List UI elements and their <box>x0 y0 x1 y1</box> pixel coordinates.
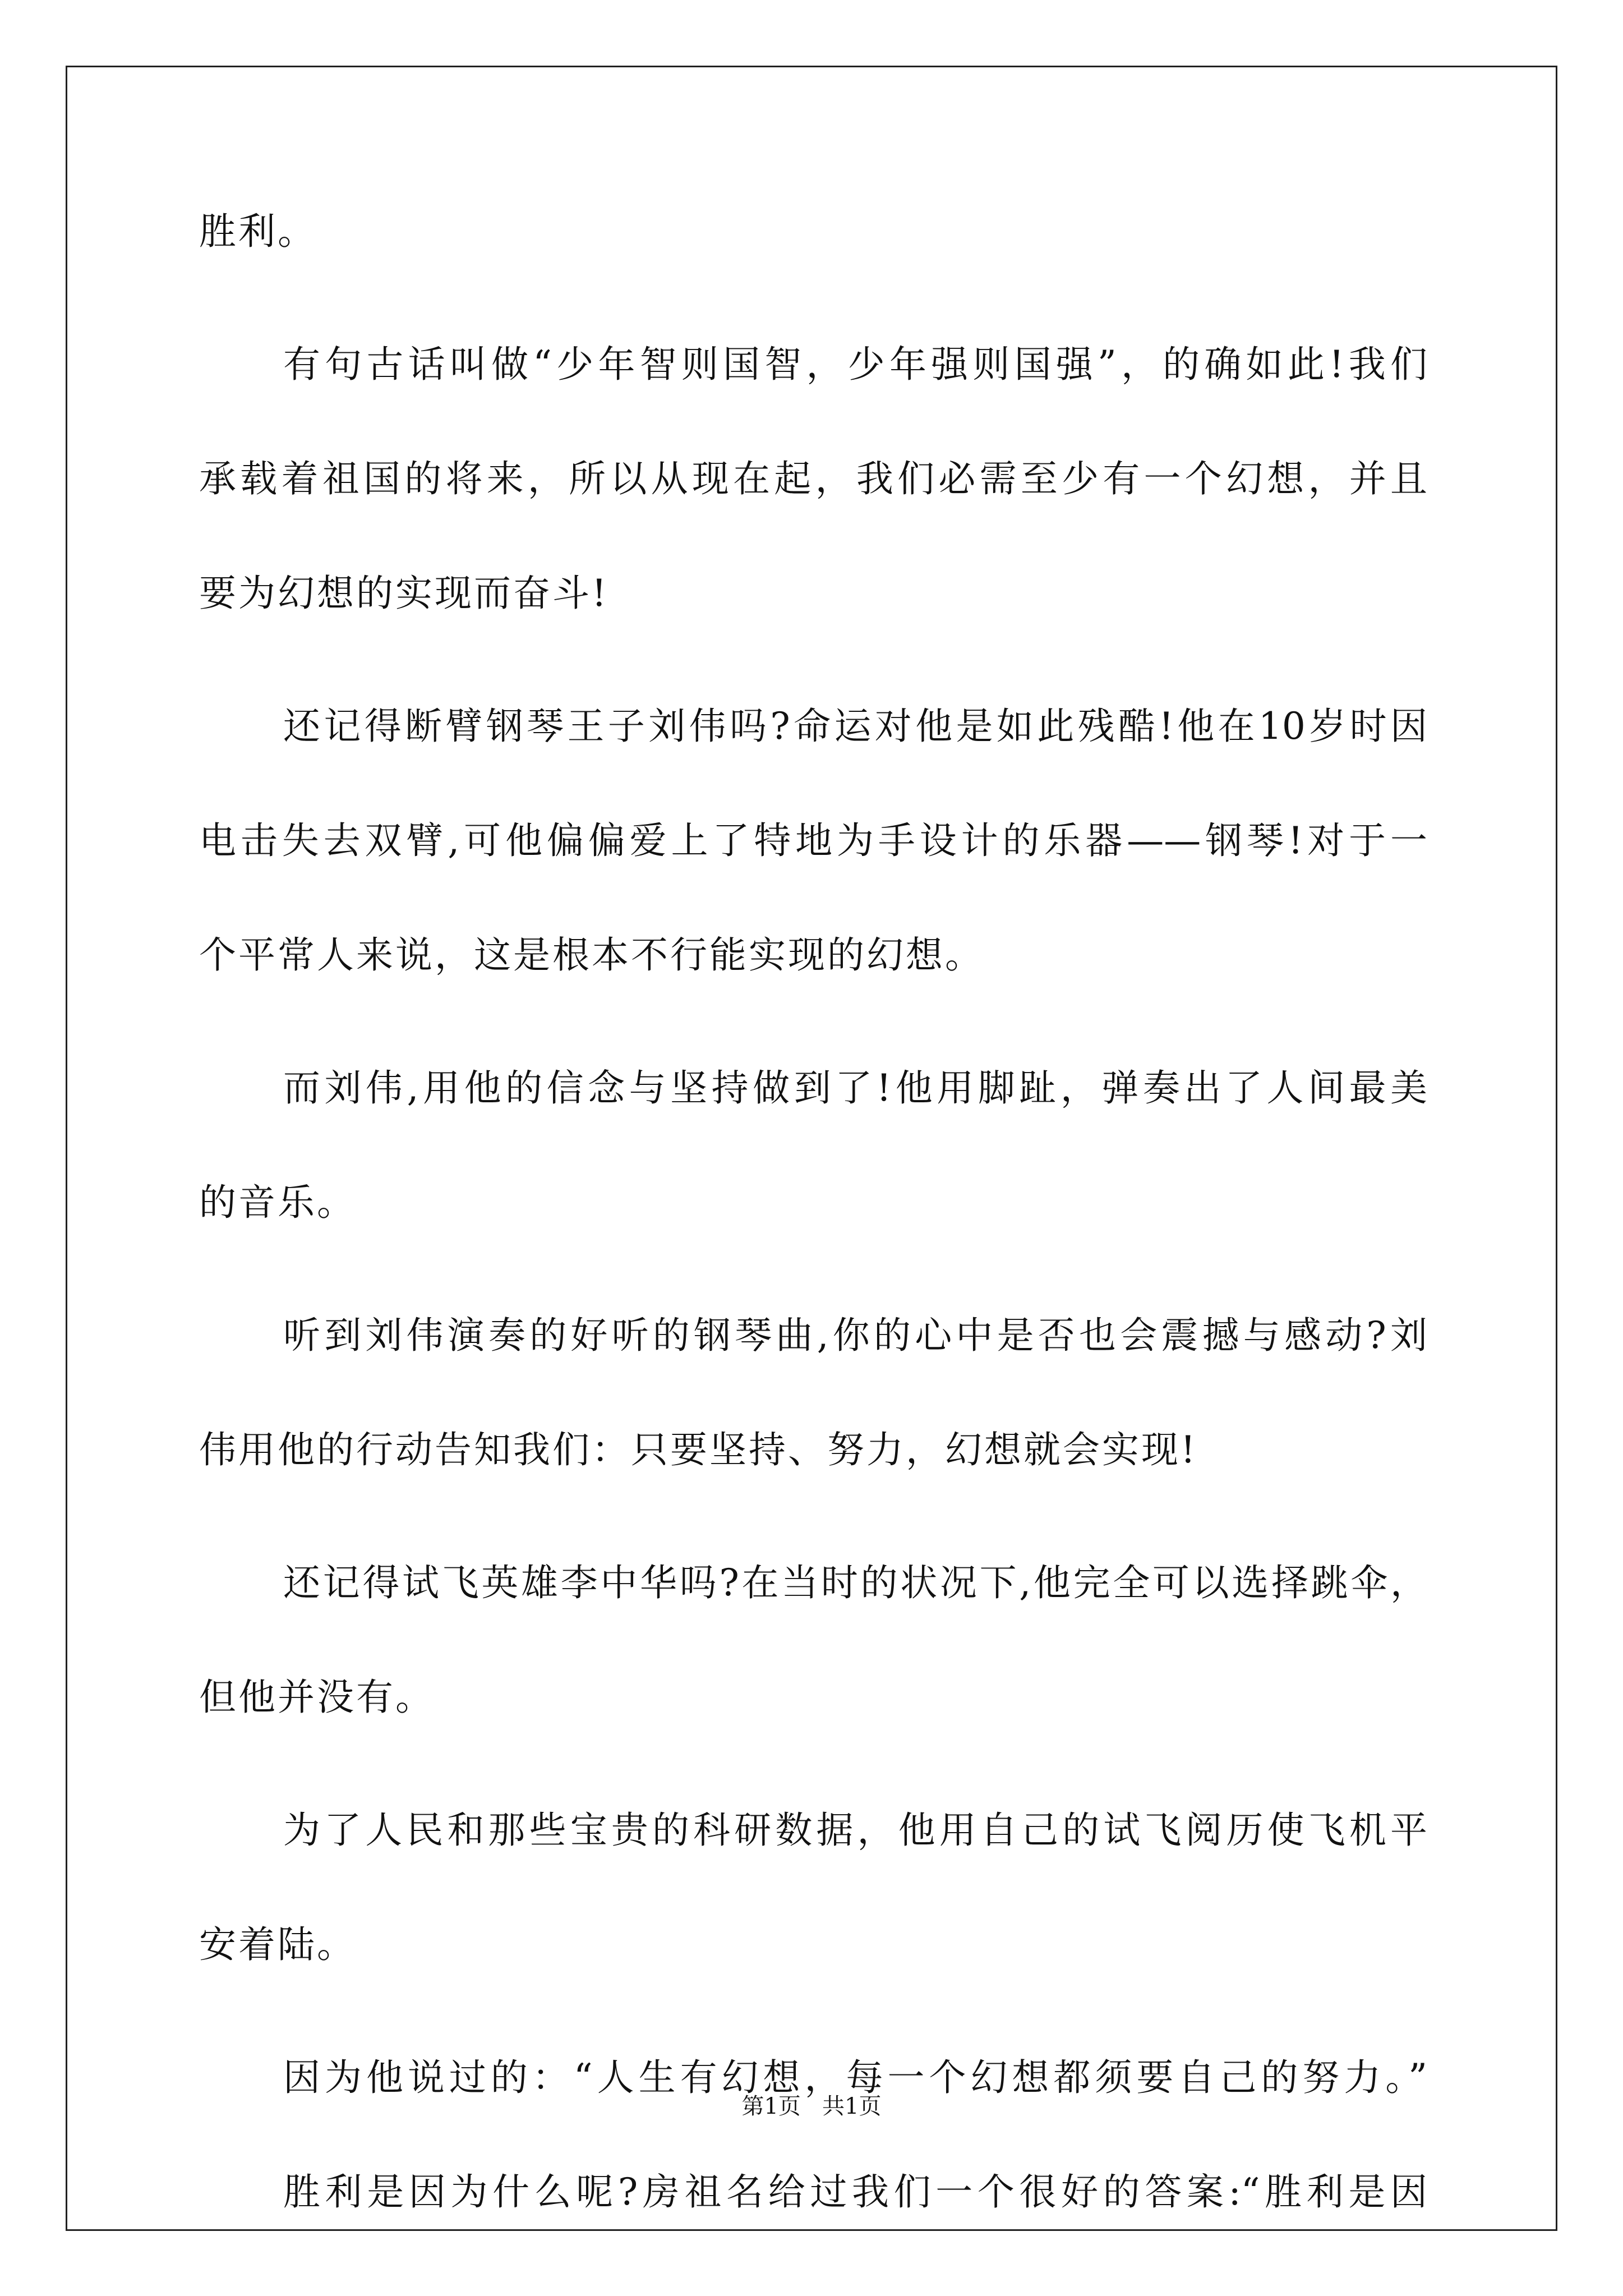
text-line: 要为幻想的实现而奋斗! <box>199 572 609 615</box>
text-line: 但他并没有。 <box>199 1676 435 1719</box>
text-line: 胜利。 <box>199 210 317 253</box>
text-line: 为了人民和那些宝贵的科研数据，他用自己的试飞阅历使飞机平 <box>283 1809 1427 1852</box>
text-line: 电击失去双臂,可他偏偏爱上了特地为手设计的乐器——钢琴!对于一 <box>199 819 1427 862</box>
text-line: 而刘伟,用他的信念与坚持做到了!他用脚趾，弹奏出了人间最美 <box>283 1066 1427 1110</box>
page-number-footer: 第1页 共1页 <box>741 2093 882 2119</box>
text-line: 还记得断臂钢琴王子刘伟吗?命运对他是如此残酷!他在10岁时因 <box>283 705 1427 748</box>
text-line: 的音乐。 <box>199 1181 356 1224</box>
page-border <box>66 66 1557 2231</box>
text-line: 有句古话叫做“少年智则国智，少年强则国强”，的确如此!我们 <box>283 343 1427 386</box>
text-line: 还记得试飞英雄李中华吗?在当时的状况下,他完全可以选择跳伞， <box>283 1561 1427 1604</box>
text-line: 安着陆。 <box>199 1923 356 1966</box>
text-line: 伟用他的行动告知我们：只要坚持、努力，幻想就会实现! <box>199 1428 1198 1471</box>
text-line: 承载着祖国的将来，所以从现在起，我们必需至少有一个幻想，并且 <box>199 457 1427 500</box>
text-line: 个平常人来说，这是根本不行能实现的幻想。 <box>199 933 984 977</box>
text-line: 听到刘伟演奏的好听的钢琴曲,你的心中是否也会震撼与感动?刘 <box>283 1314 1427 1357</box>
text-line: 胜利是因为什么呢?房祖名给过我们一个很好的答案:“胜利是因 <box>283 2170 1427 2214</box>
text-line: 因为他说过的：“人生有幻想，每一个幻想都须要自己的努力。” <box>283 2056 1427 2099</box>
